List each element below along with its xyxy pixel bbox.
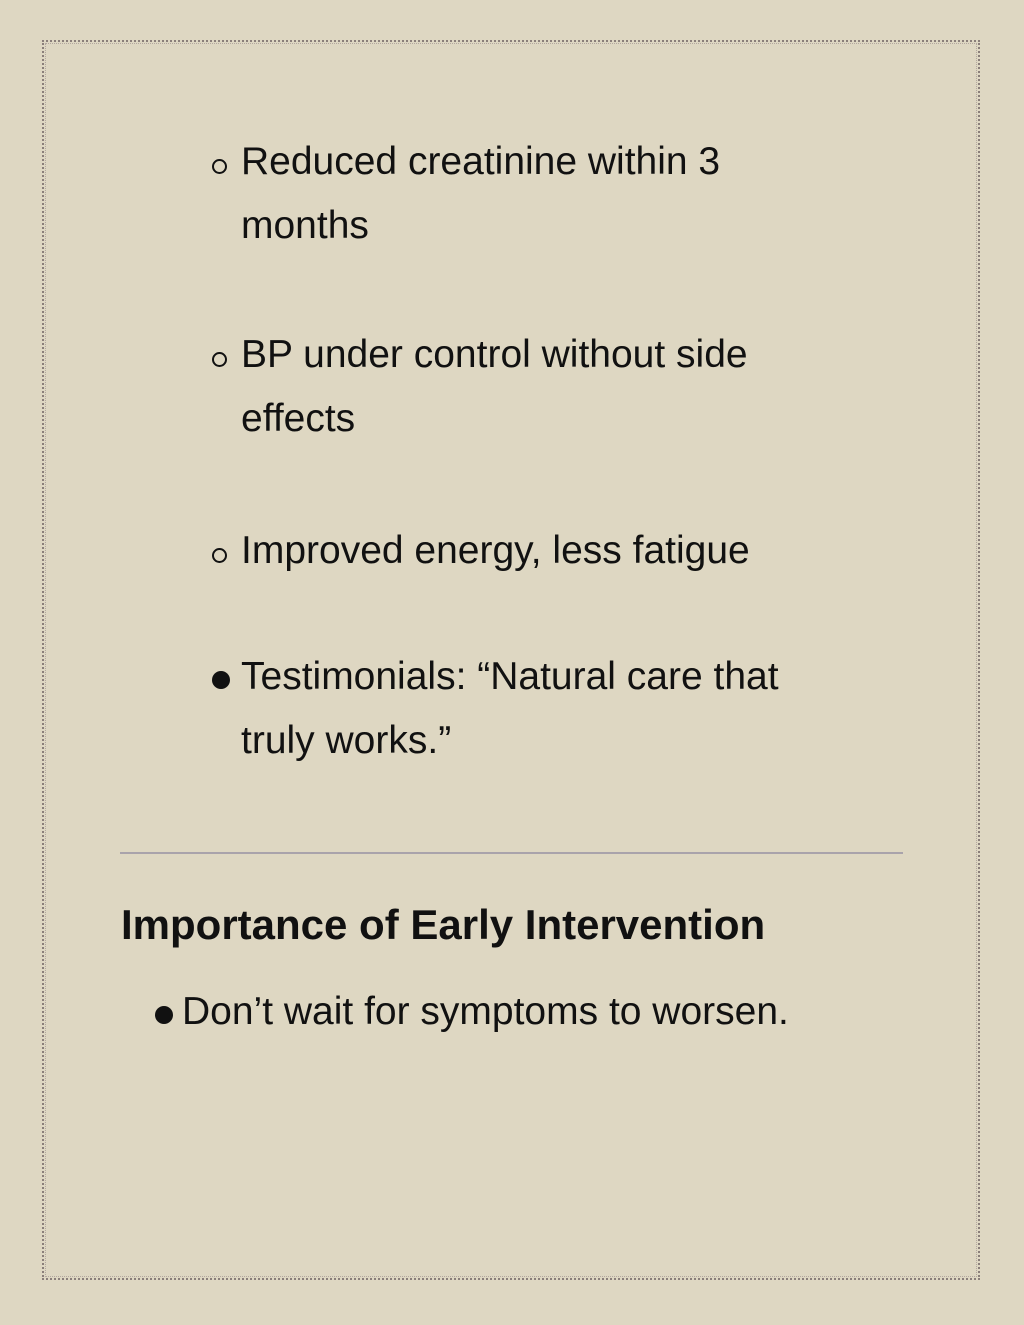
list-item-reduced-creatinine bbox=[212, 130, 852, 258]
hollow-bullet-icon bbox=[212, 323, 238, 387]
list-item-text: BP under control without side effects bbox=[241, 333, 748, 440]
list-item-text: Reduced creatinine within 3 months bbox=[241, 140, 721, 247]
hollow-bullet-icon bbox=[212, 130, 238, 194]
list-item-dont-wait bbox=[155, 982, 789, 1042]
section-heading: Importance of Early Intervention bbox=[121, 901, 766, 948]
list-item-improved-energy bbox=[212, 519, 852, 583]
solid-bullet-icon bbox=[212, 645, 238, 709]
section-divider bbox=[120, 852, 903, 854]
list-item-text: Improved energy, less fatigue bbox=[241, 529, 750, 572]
list-item-testimonials bbox=[212, 645, 852, 773]
hollow-bullet-icon bbox=[212, 519, 238, 583]
list-item-text: Don’t wait for symptoms to worsen. bbox=[182, 990, 789, 1033]
list-item-bp-control bbox=[212, 323, 852, 451]
list-item-text: Testimonials: “Natural care that truly works.” bbox=[241, 655, 779, 762]
solid-bullet-icon bbox=[155, 982, 173, 1042]
